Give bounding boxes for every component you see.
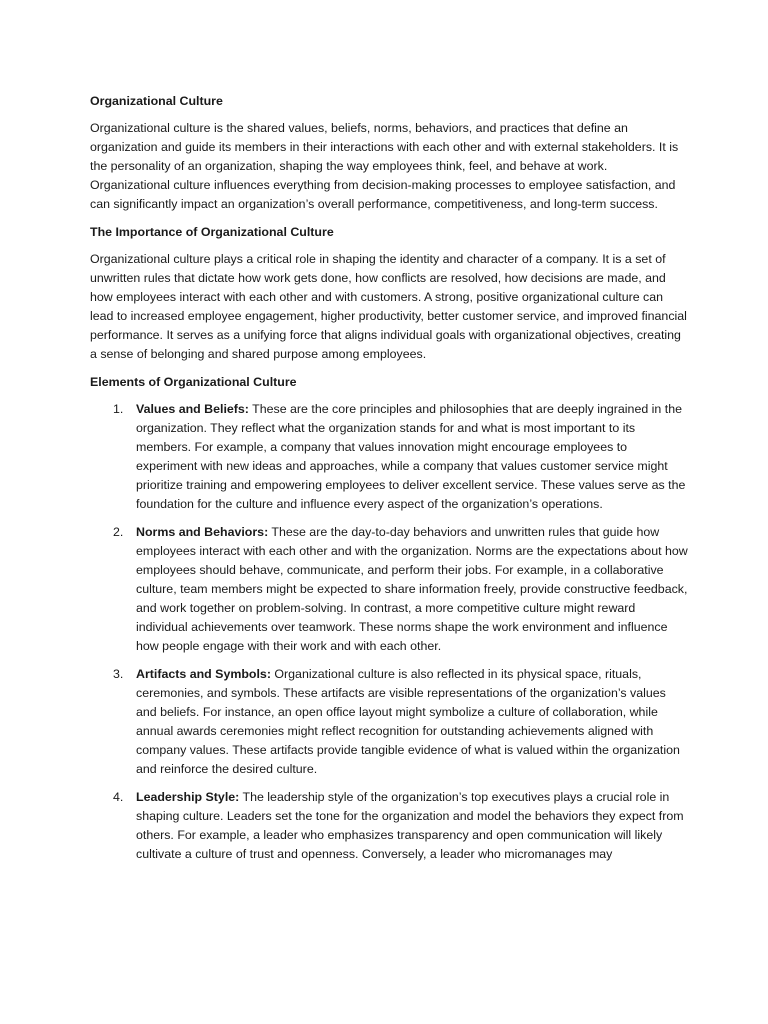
list-item-number: 1. xyxy=(113,402,124,416)
list-item-term: Values and Beliefs: xyxy=(136,402,249,416)
list-item-term: Artifacts and Symbols: xyxy=(136,667,271,681)
elements-heading: Elements of Organizational Culture xyxy=(90,375,297,389)
list-item xyxy=(90,400,688,514)
list-item-number: 2. xyxy=(113,525,124,539)
list-item-text: These are the day-to-day behaviors and unwritten rules that guide how employees interact with each other and with the organization. Norms are the expectations about how employees should behave, communicate, and perform their jobs. For example, in a collaborative culture, team members might be expected to share information freely, provide constructive feedback, and work together on problem-solving. In contrast, a more competitive culture might reward individual achievements over teamwork. These norms shape the work environment and influence how people engage with their work and with each other. xyxy=(136,525,688,653)
document-title: Organizational Culture xyxy=(90,94,223,108)
list-item xyxy=(90,523,688,656)
list-item-term: Leadership Style: xyxy=(136,790,240,804)
list-item-text: Organizational culture is also reflected in its physical space, rituals, ceremonies, and symbols. These artifacts are visible representations of the organization’s values and beliefs. For instance, an open office layout might symbolize a culture of collaboration, while annual awards ceremonies might reflect recognition for outstanding achievements aligned with company values. These artifacts provide tangible evidence of what is valued within the organization and reinforce the desired culture. xyxy=(136,667,680,776)
list-item-number: 4. xyxy=(113,790,124,804)
list-item-text: The leadership style of the organization’s top executives plays a crucial role in shaping culture. Leaders set the tone for the organization and model the behaviors they expect from others. For example, a leader who emphasizes transparency and open communication will likely cultivate a culture of trust and openness. Conversely, a leader who micromanages may xyxy=(136,790,684,861)
list-item-number: 3. xyxy=(113,667,124,681)
intro-paragraph: Organizational culture is the shared values, beliefs, norms, behaviors, and practices that define an organization and guide its members in their interactions with each other and with external stakeholders. It is the personality of an organization, shaping the way employees think, feel, and behave at work. Organizational culture influences everything from decision-making processes to employee satisfaction, and can significantly impact an organization’s overall performance, competitiveness, and long-term success. xyxy=(90,121,679,211)
importance-paragraph: Organizational culture plays a critical role in shaping the identity and character of a company. It is a set of unwritten rules that dictate how work gets done, how conflicts are resolved, how decisions are made, and how employees interact with each other and with customers. A strong, positive organizational culture can lead to increased employee engagement, higher productivity, better customer service, and improved financial performance. It serves as a unifying force that aligns individual goals with organizational objectives, creating a sense of belonging and shared purpose among employees. xyxy=(90,252,687,361)
list-item xyxy=(90,665,688,779)
elements-list xyxy=(90,400,688,864)
list-item xyxy=(90,788,688,864)
list-item-text: These are the core principles and philosophies that are deeply ingrained in the organization. They reflect what the organization stands for and what is most important to its members. For example, a company that values innovation might encourage employees to experiment with new ideas and approaches, while a company that values customer service might prioritize training and empowering employees to deliver excellent service. These values serve as the foundation for the culture and influence every aspect of the organization’s operations. xyxy=(136,402,686,511)
list-item-term: Norms and Behaviors: xyxy=(136,525,269,539)
importance-heading: The Importance of Organizational Culture xyxy=(90,225,334,239)
document-page xyxy=(90,92,688,873)
